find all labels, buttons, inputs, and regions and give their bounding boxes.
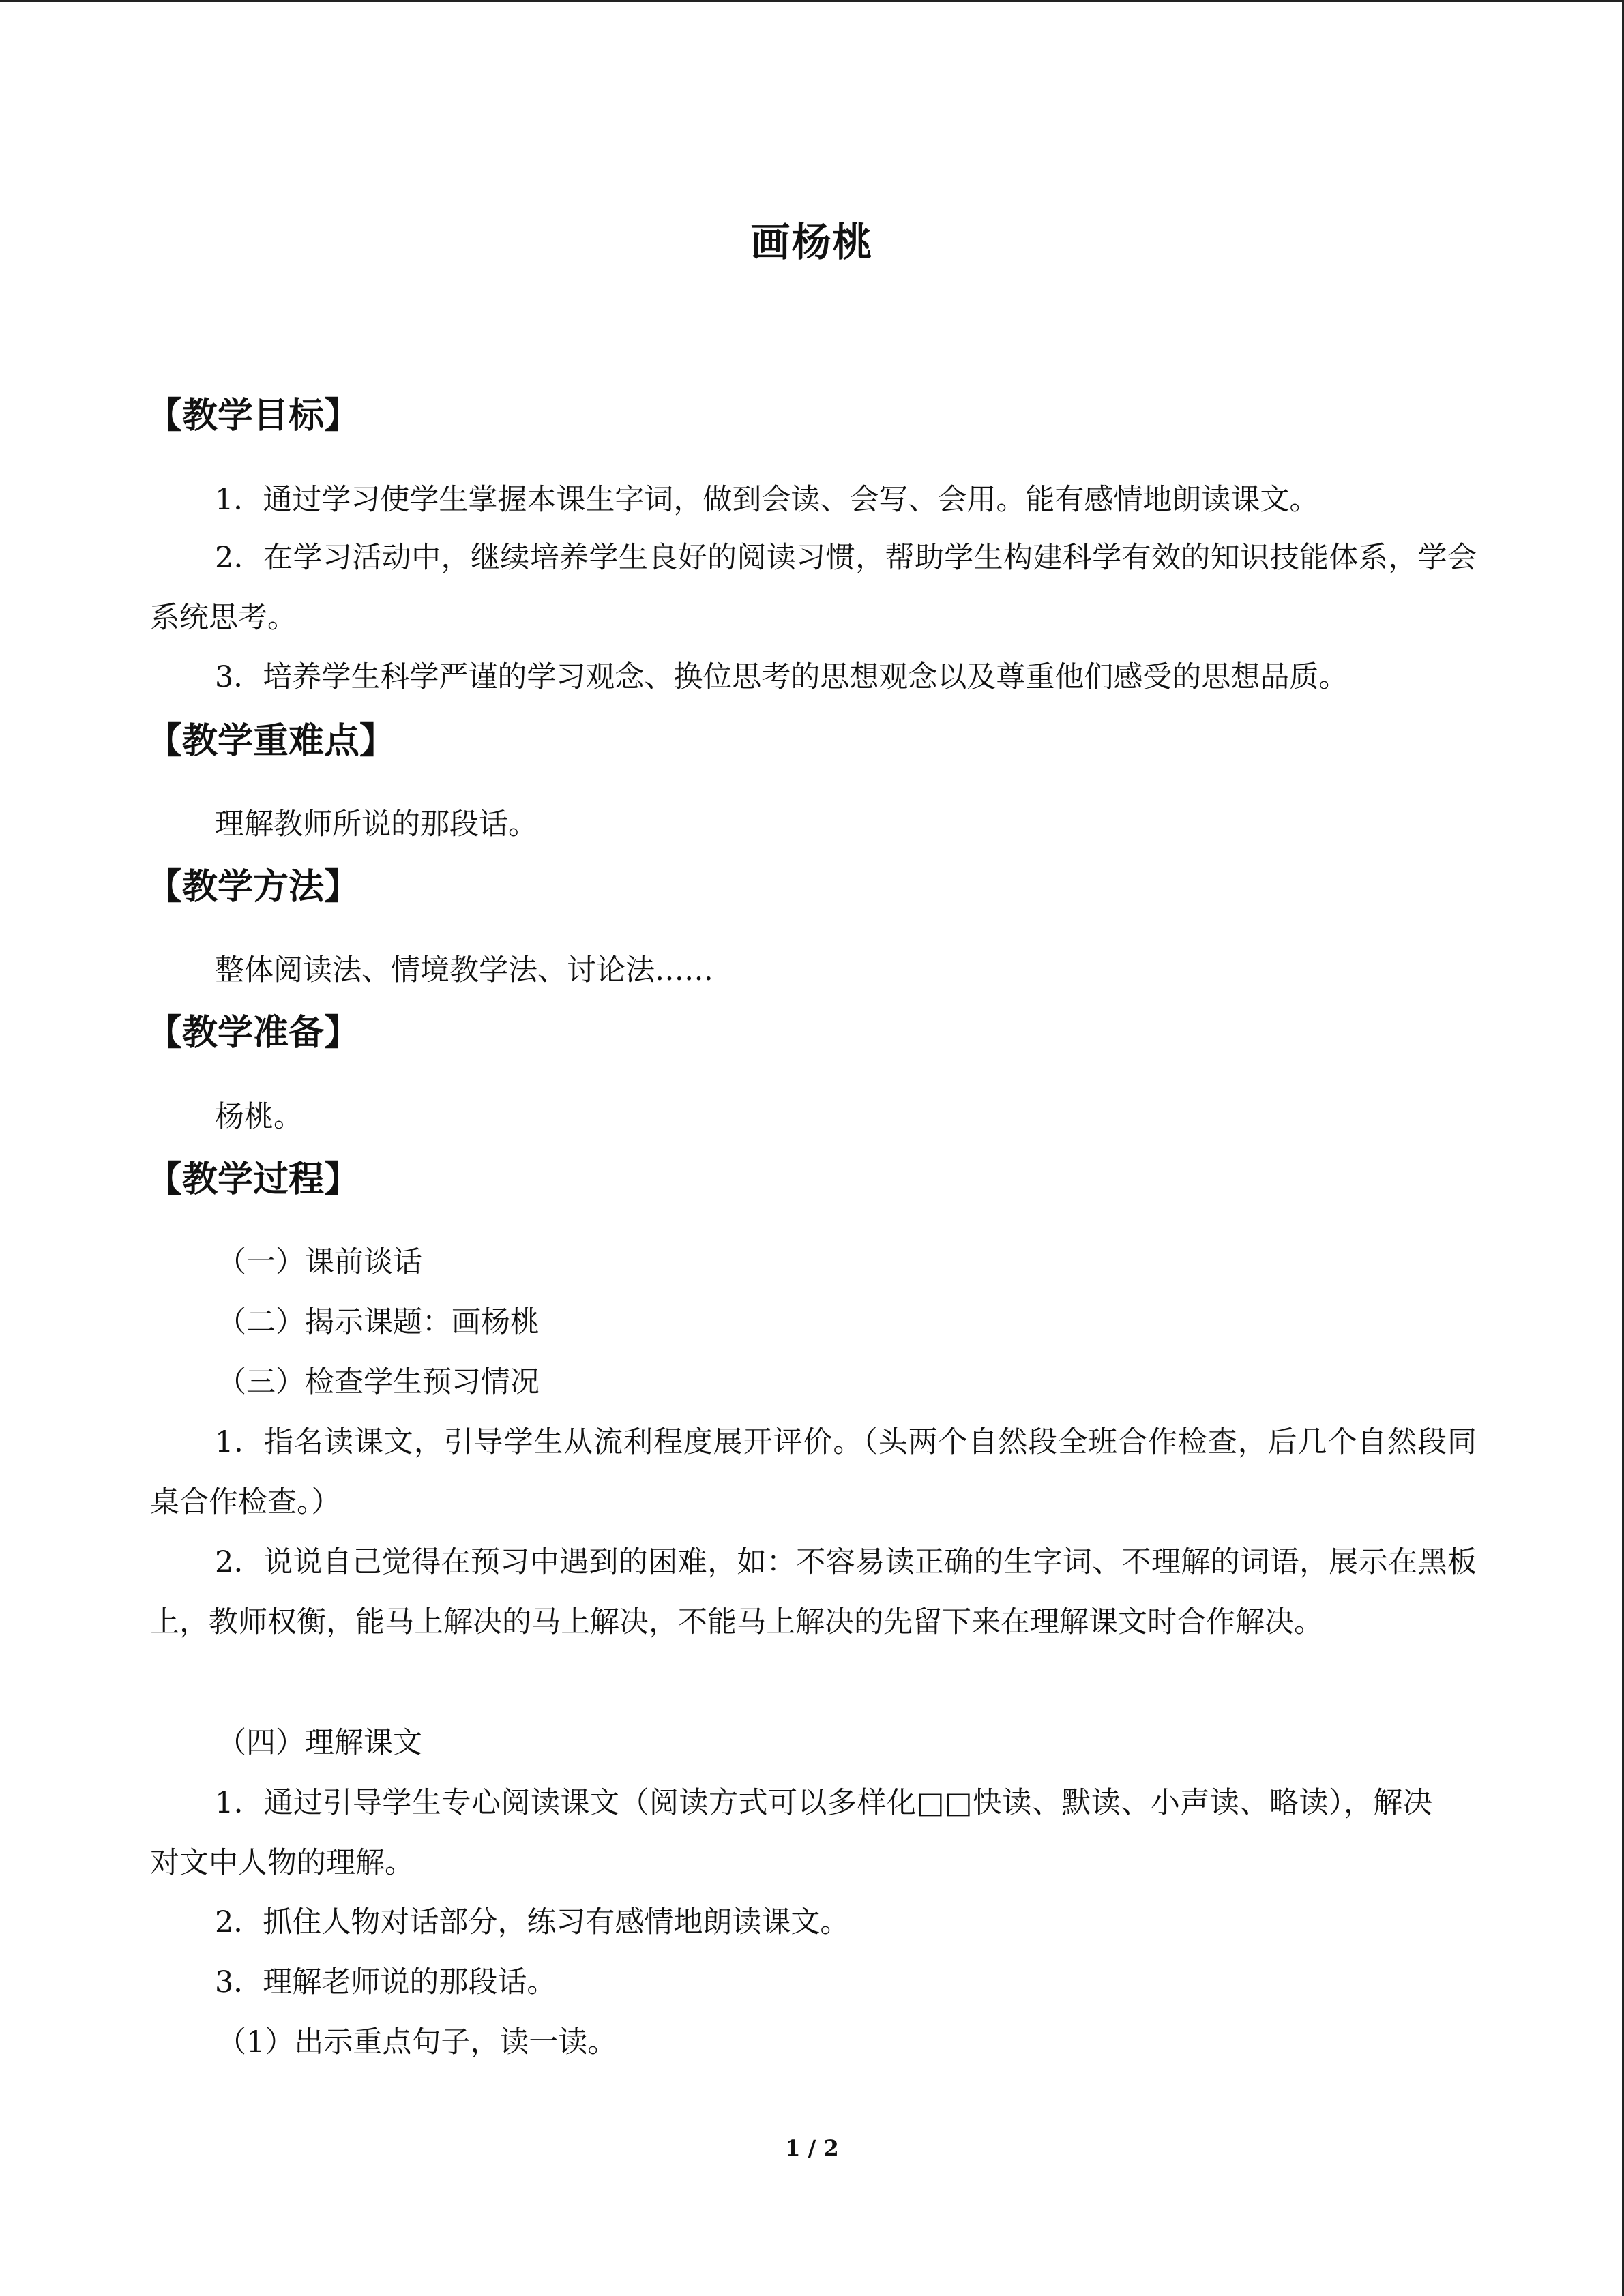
process-paragraph-understand-3: 3．理解老师说的那段话。	[215, 1965, 557, 1999]
heading-teaching-preparation: 【教学准备】	[147, 1013, 360, 1054]
process-step-4: （四）理解课文	[217, 1726, 422, 1760]
process-paragraph-check-1: 1．指名读课文，引导学生从流利程度展开评价。（头两个自然段全班合作检查，后几个自然段同桌合作检查。）	[150, 1425, 1477, 1519]
process-paragraph-understand-1: 1．通过引导学生专心阅读课文（阅读方式可以多样化□□快读、默读、小声读、略读），解决对文中人物的理解。	[150, 1786, 1432, 1880]
methods-paragraph: 整体阅读法、情境教学法、讨论法……	[215, 953, 713, 987]
page-number: 1 / 2	[785, 2135, 839, 2161]
process-step-3: （三）检查学生预习情况	[217, 1365, 540, 1399]
goal-paragraph-1: 1．通过学习使学生掌握本课生字词，做到会读、会写、会用。能有感情地朗读课文。	[215, 483, 1319, 517]
preparation-paragraph: 杨桃。	[215, 1100, 303, 1134]
goal-paragraph-2: 2．在学习活动中，继续培养学生良好的阅读习惯，帮助学生构建科学有效的知识技能体系，学会系统思考。	[150, 541, 1477, 635]
goal-paragraph-3: 3．培养学生科学严谨的学习观念、换位思考的思想观念以及尊重他们感受的思想品质。	[215, 660, 1348, 694]
heading-teaching-process: 【教学过程】	[147, 1159, 360, 1200]
difficulty-paragraph: 理解教师所说的那段话。	[215, 807, 537, 841]
heading-teaching-methods: 【教学方法】	[147, 867, 360, 908]
heading-key-difficulties: 【教学重难点】	[147, 721, 396, 762]
process-paragraph-understand-3-1: （1）出示重点句子，读一读。	[217, 2025, 617, 2059]
process-paragraph-understand-2: 2．抓住人物对话部分，练习有感情地朗读课文。	[215, 1905, 850, 1939]
document-title: 画杨桃	[750, 219, 874, 265]
process-step-2: （二）揭示课题：画杨桃	[217, 1305, 540, 1339]
heading-teaching-goals: 【教学目标】	[147, 396, 360, 436]
process-paragraph-check-2: 2．说说自己觉得在预习中遇到的困难，如：不容易读正确的生字词、不理解的词语，展示在黑板上，教师权衡，能马上解决的马上解决，不能马上解决的先留下来在理解课文时合作解决。	[150, 1545, 1477, 1639]
process-step-1: （一）课前谈话	[217, 1245, 422, 1279]
